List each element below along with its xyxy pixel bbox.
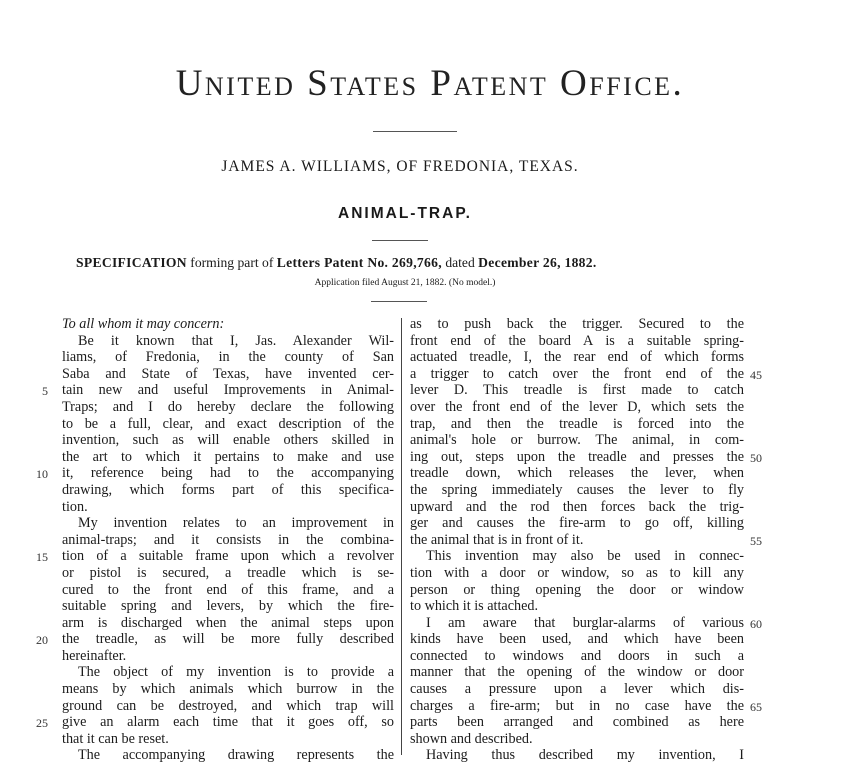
- line-number: 45: [750, 367, 762, 382]
- patent-title: ANIMAL-TRAP.: [338, 205, 472, 222]
- text-line: tion.: [62, 498, 88, 515]
- line-number: 25: [36, 716, 48, 731]
- text-line: to be a full, clear, and exact description of the: [62, 415, 394, 432]
- text-line: invention, such as will enable others skilled in: [62, 432, 394, 449]
- patent-office-heading: United States Patent Office.: [175, 63, 685, 104]
- text-line: hereinafter.: [62, 647, 127, 664]
- text-line: ground can be destroyed, and which trap will: [62, 697, 394, 714]
- text-line: drawing, which forms part of this specifica-: [62, 481, 394, 498]
- text-line: Traps; and I do hereby declare the following: [62, 398, 394, 415]
- line-number: 5: [42, 384, 48, 399]
- text-line: charges a fire-arm; but in no case have the: [410, 697, 744, 714]
- text-line: that it can be reset.: [62, 730, 169, 747]
- text-line: over the front end of the lever D, which sets the: [410, 398, 744, 415]
- line-number: 65: [750, 699, 762, 714]
- specification-line: [76, 255, 736, 271]
- text-line: causes a pressure upon a lever which dis-: [410, 681, 744, 698]
- text-line: the spring immediately causes the lever to fly: [410, 481, 744, 498]
- right-column: [410, 316, 744, 764]
- text-line: animal-traps; and it consists in the combina-: [62, 531, 394, 548]
- text-line: connected to windows and doors in such a: [410, 647, 744, 664]
- text-line: The object of my invention is to provide a: [78, 664, 394, 681]
- text-line: a trigger to catch over the front end of the: [410, 365, 744, 382]
- application-rule: [371, 301, 427, 302]
- line-number: 20: [36, 633, 48, 648]
- text-line: arm is discharged when the animal steps upon: [62, 614, 394, 631]
- text-line: To all whom it may concern:: [62, 316, 225, 332]
- left-column: [62, 316, 394, 764]
- text-line: The accompanying drawing represents the: [78, 747, 394, 764]
- text-line: Be it known that I, Jas. Alexander Wil-: [78, 332, 394, 349]
- text-line: ger and causes the fire-arm to go off, killing: [410, 515, 744, 532]
- text-line: This invention may also be used in connec-: [426, 548, 744, 565]
- line-number: 15: [36, 550, 48, 565]
- text-line: shown and described.: [410, 730, 533, 747]
- line-number: 50: [750, 450, 762, 465]
- text-line: ing out, steps upon the treadle and presses the: [410, 448, 744, 465]
- text-line: kinds have been used, and which have been: [410, 631, 744, 648]
- text-line: manner that the opening of the window or door: [410, 664, 744, 681]
- text-line: upward and the rod then forces back the trig-: [410, 498, 744, 515]
- text-line: actuated treadle, I, the rear end of which forms: [410, 349, 744, 366]
- text-line: liams, of Fredonia, in the county of San: [62, 349, 394, 366]
- text-line: treadle down, which releases the lever, when: [410, 465, 744, 482]
- application-line: Application filed August 21, 1882. (No model.): [314, 278, 496, 288]
- spec-mid2: dated: [441, 255, 479, 270]
- text-line: give an alarm each time that it goes off, so: [62, 714, 394, 731]
- text-line: the animal that is in front of it.: [410, 531, 584, 548]
- line-number: 10: [36, 467, 48, 482]
- line-number: 60: [750, 616, 762, 631]
- text-line: cured to the front end of this frame, and a: [62, 581, 394, 598]
- text-line: Saba and State of Texas, have invented cer-: [62, 365, 394, 382]
- text-line: as to push back the trigger. Secured to the: [410, 316, 744, 332]
- column-divider: [401, 318, 402, 755]
- text-line: lever D. This treadle is first made to catch: [410, 382, 744, 399]
- title-rule: [372, 240, 428, 241]
- text-line: means by which animals which burrow in the: [62, 681, 394, 698]
- text-line: trap, and then the treadle is forced into the: [410, 415, 744, 432]
- text-line: person or thing opening the door or window: [410, 581, 744, 598]
- text-line: the treadle, as will be more fully described: [62, 631, 394, 648]
- line-number: 55: [750, 533, 762, 548]
- inventor-line: JAMES A. WILLIAMS, OF FREDONIA, TEXAS.: [221, 158, 579, 175]
- text-line: front end of the board A is a suitable spring-: [410, 332, 744, 349]
- text-line: to which it is attached.: [410, 598, 539, 615]
- text-line: tain new and useful Improvements in Animal-: [62, 382, 394, 399]
- text-line: animal's hole or burrow. The animal, in com-: [410, 432, 744, 449]
- heading-rule: [373, 131, 457, 132]
- text-line: the art to which it pertains to make and use: [62, 448, 394, 465]
- text-line: Having thus described my invention, I: [426, 747, 744, 764]
- text-line: tion of a suitable frame upon which a revolver: [62, 548, 394, 565]
- spec-letters-patent: Letters Patent No. 269,766,: [276, 255, 442, 270]
- text-line: I am aware that burglar-alarms of various: [426, 614, 744, 631]
- text-line: suitable spring and levers, by which the fire-: [62, 598, 394, 615]
- text-line: parts been arranged and combined as here: [410, 714, 744, 731]
- text-line: or pistol is secured, a treadle which is se-: [62, 564, 394, 581]
- spec-lead: SPECIFICATION: [76, 255, 187, 270]
- text-line: it, reference being had to the accompanying: [62, 465, 394, 482]
- text-line: tion with a door or window, so as to kill any: [410, 564, 744, 581]
- spec-date: December 26, 1882.: [478, 255, 597, 270]
- spec-mid1: forming part of: [186, 255, 277, 270]
- text-line: My invention relates to an improvement in: [78, 515, 394, 532]
